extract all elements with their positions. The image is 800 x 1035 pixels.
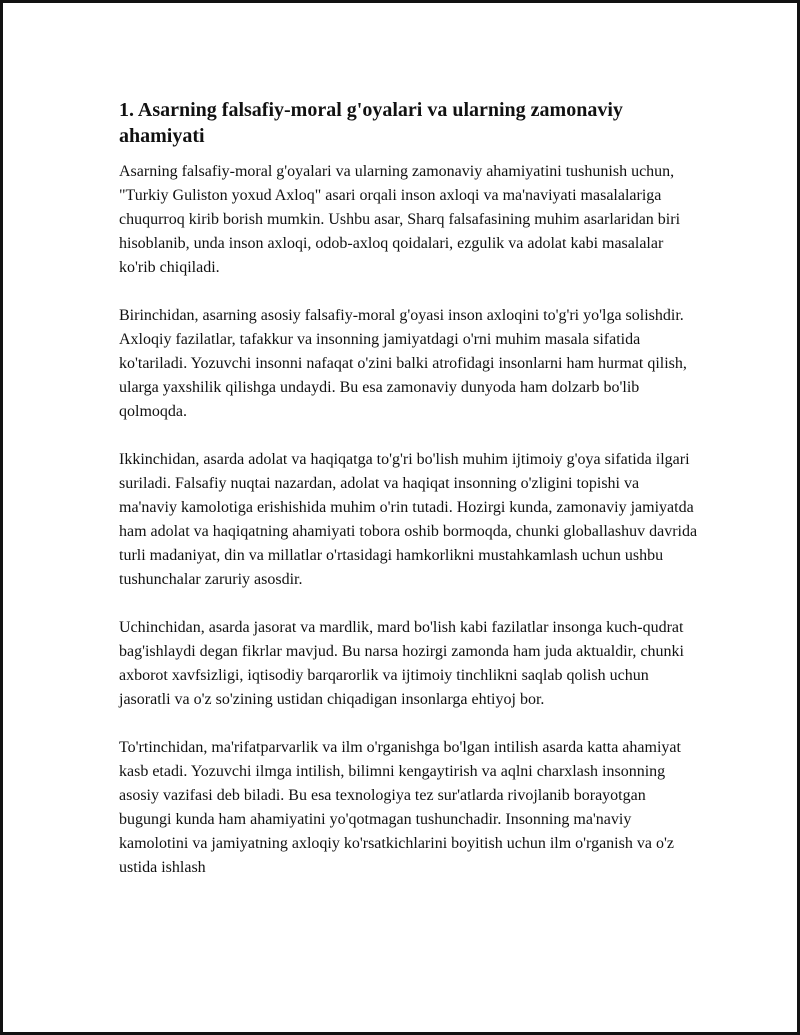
paragraph-second-point: Ikkinchidan, asarda adolat va haqiqatga to'g'ri bo'lish muhim ijtimoiy g'oya sifatida ilgari suriladi. Falsafiy nuqtai nazardan, adolat va haqiqat insonning o'zligini topishi va ma'naviy kamolotiga erishishida muhim o'rin tutadi. Hozirgi kunda, zamonaviy jamiyatda ham adolat va haqiqatning ahamiyati tobora oshib bormoqda, chunki globallashuv davrida turli madaniyat, din va millatlar o'rtasidagi hamkorlikni mustahkamlash uchun ushbu tushunchalar zaruriy asosdir. — [119, 451, 698, 588]
paragraph-intro: Asarning falsafiy-moral g'oyalari va ularning zamonaviy ahamiyatini tushunish uchun, "Turkiy Guliston yoxud Axloq" asari orqali inson axloqi va ma'naviyati masalalariga chuqurroq kirib borish mumkin. Ushbu asar, Sharq falsafasining muhim asarlaridan biri hisoblanib, unda inson axloqi, odob-axloq qoidalari, ezgulik va adolat kabi masalalar ko'rib chiqiladi. — [119, 163, 681, 276]
paragraph-fourth-point: To'rtinchidan, ma'rifatparvarlik va ilm o'rganishga bo'lgan intilish asarda katta ahamiyat kasb etadi. Yozuvchi ilmga intilish, bilimni kengaytirish va aqlni charxlash insonning asosiy vazifasi deb biladi. Bu esa texnologiya tez sur'atlarda rivojlanib borayotgan bugungi kunda ham ahamiyatini yo'qotmagan tushunchadir. Insonning ma'naviy kamolotini va jamiyatning axloqiy ko'rsatkichlarini boyitish uchun ilm o'rganish va o'z ustida ishlash — [119, 739, 681, 876]
document-body — [119, 97, 699, 904]
paragraph-third-point: Uchinchidan, asarda jasorat va mardlik, mard bo'lish kabi fazilatlar insonga kuch-qudrat bag'ishlaydi degan fikrlar mavjud. Bu narsa hozirgi zamonda ham juda aktualdir, chunki axborot xavfsizligi, iqtisodiy barqarorlik va ijtimoiy tinchlikni saqlab qolish uchun jasoratli va o'z so'zining ustidan chiqadigan insonlarga ehtiyoj bor. — [119, 619, 684, 708]
paragraph-first-point: Birinchidan, asarning asosiy falsafiy-moral g'oyasi inson axloqini to'g'ri yo'lga solishdir. Axloqiy fazilatlar, tafakkur va insonning jamiyatdagi o'rni muhim masala sifatida ko'tariladi. Yozuvchi insonni nafaqat o'zini balki atrofidagi insonlarni ham hurmat qilish, ularga yaxshilik qilishga undaydi. Bu esa zamonaviy dunyoda ham dolzarb bo'lib qolmoqda. — [119, 307, 687, 420]
section-heading: 1. Asarning falsafiy-moral g'oyalari va ularning zamonaviy ahamiyati — [119, 99, 623, 147]
